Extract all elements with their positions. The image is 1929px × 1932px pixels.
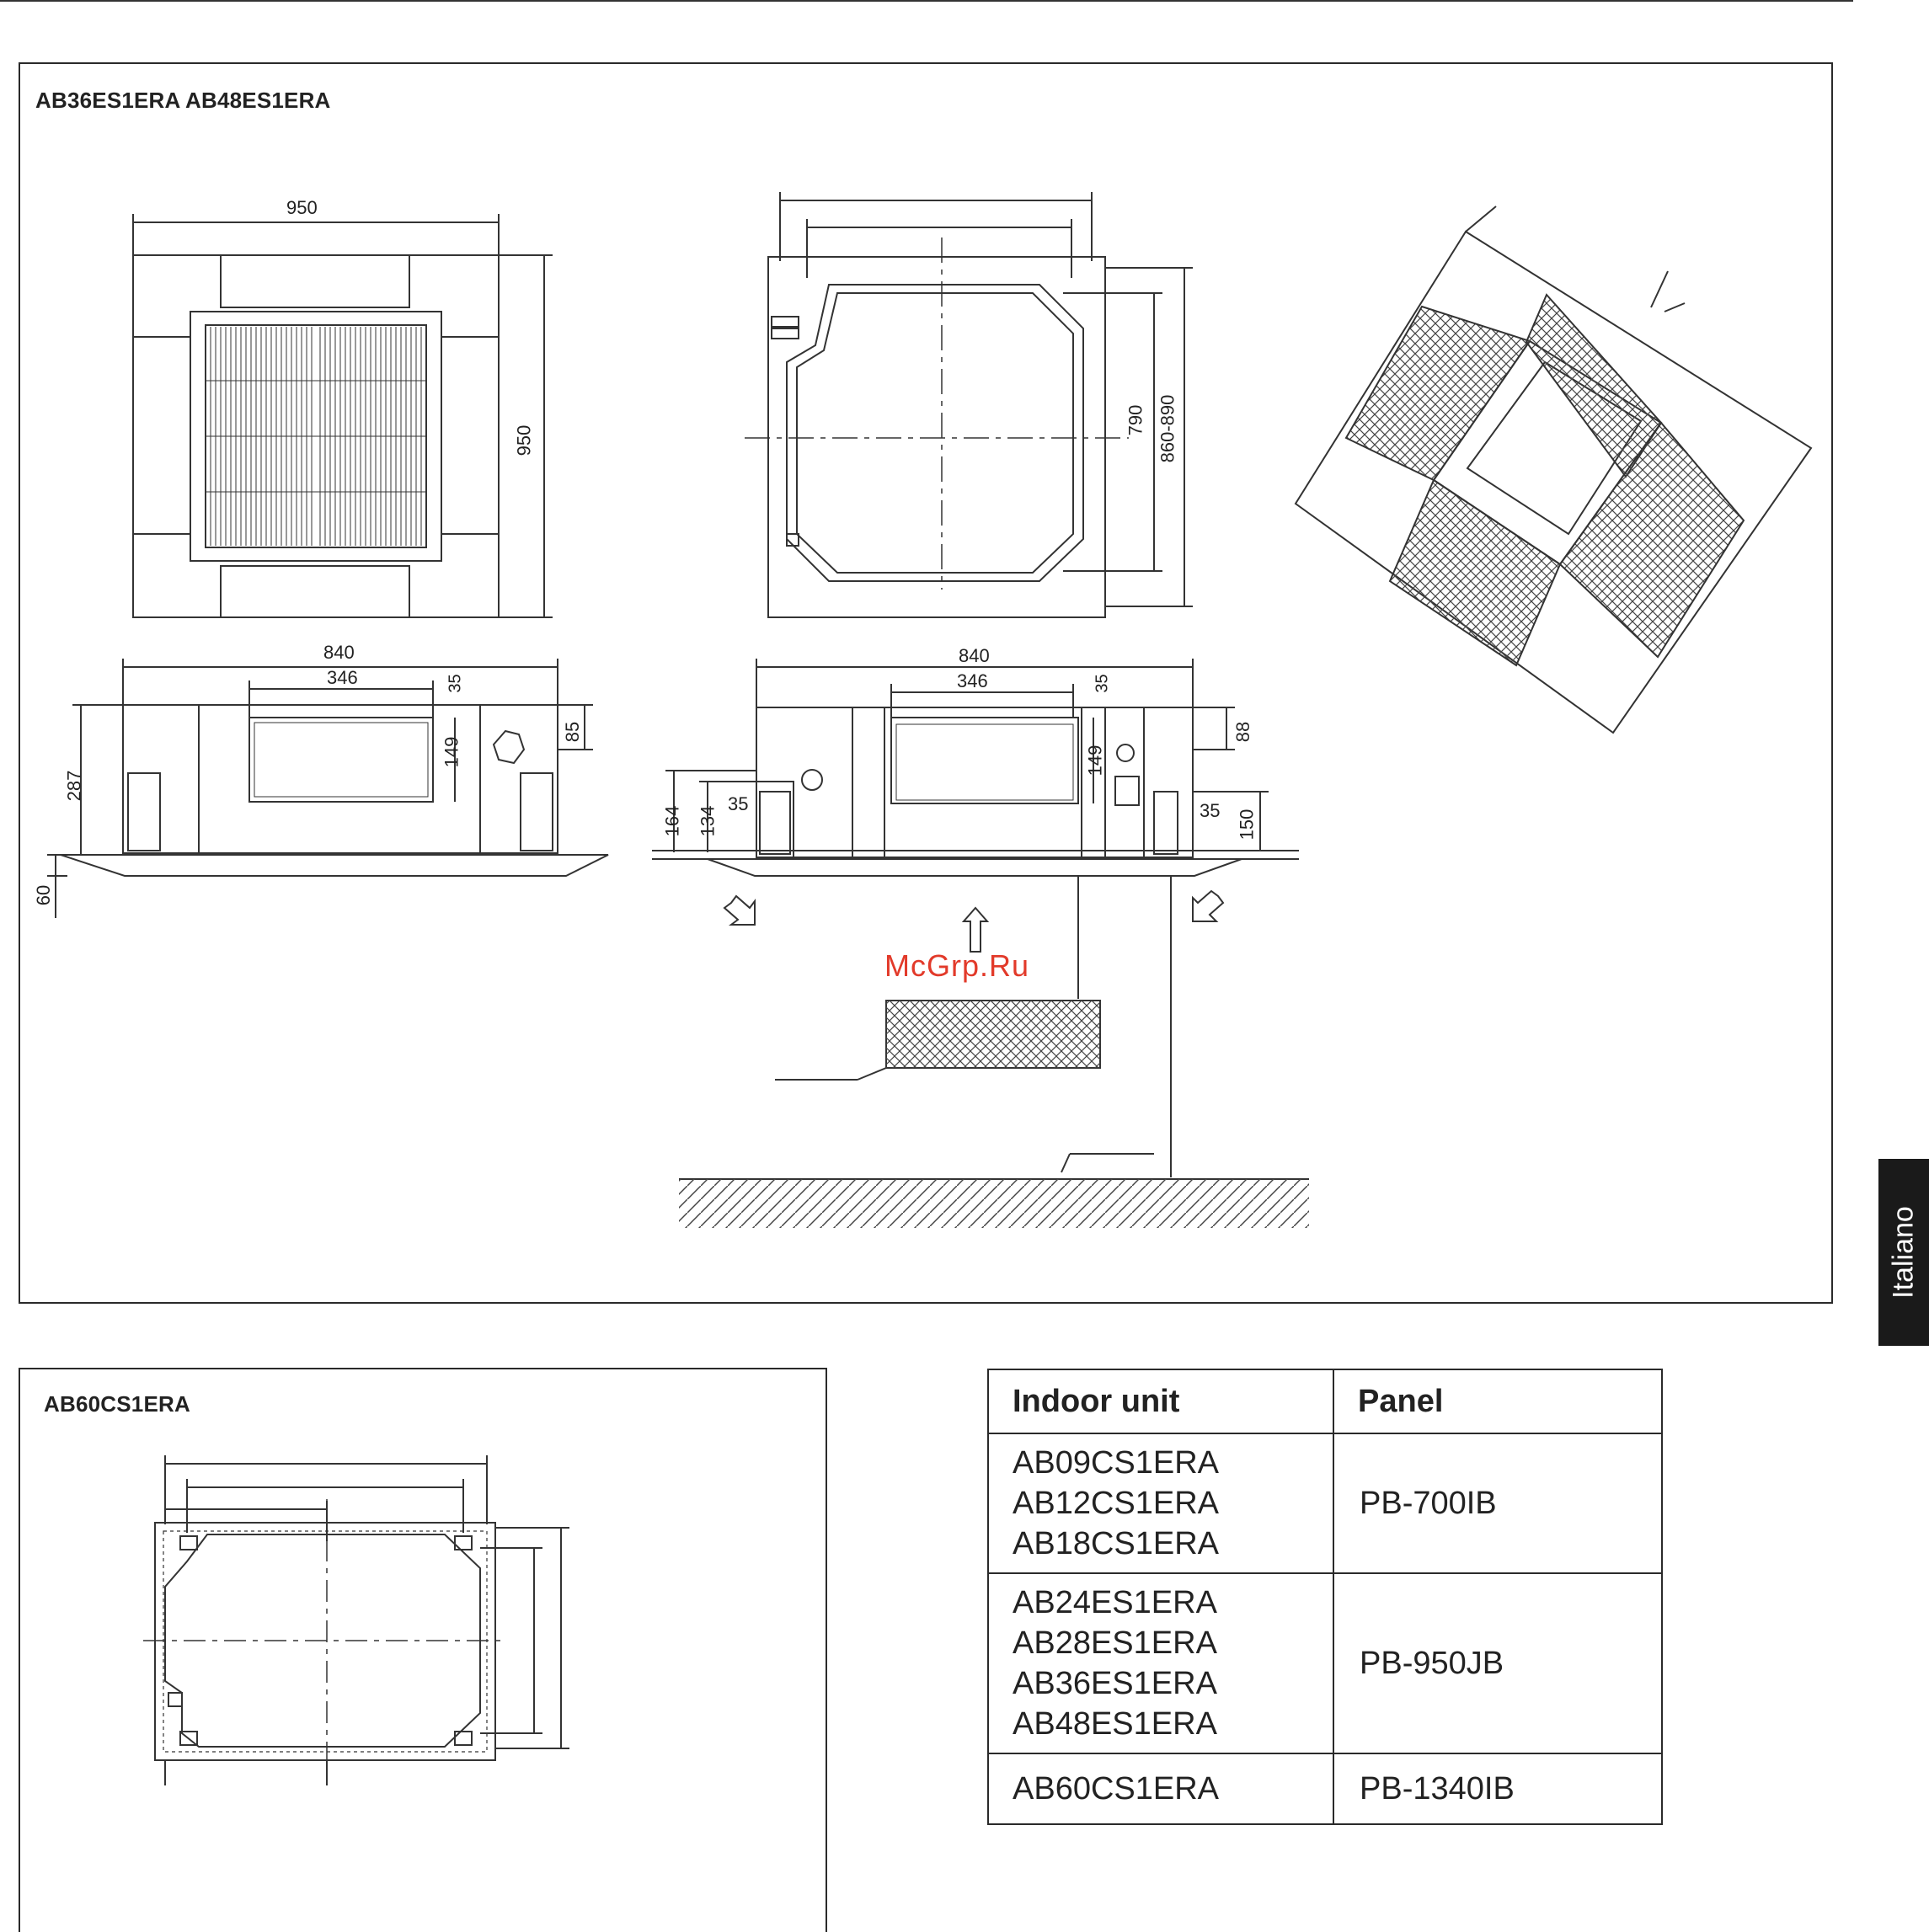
dim-right-h150: 150 (1236, 809, 1258, 841)
dim-top-height: 950 (513, 424, 535, 456)
language-tab-label: Italiano (1887, 1206, 1920, 1299)
table-header-row (988, 1369, 1662, 1433)
dim-ceiling-790: 790 (1125, 404, 1146, 436)
panel-name: PB-700IB (1333, 1433, 1662, 1573)
dim-top-width: 950 (286, 197, 318, 218)
unit-name: AB09CS1ERA (1013, 1445, 1220, 1481)
unit-panel-table (987, 1369, 1663, 1825)
dim-right-side: 88 (1232, 721, 1254, 743)
dim-ceiling-860-890: 860-890 (1157, 394, 1178, 463)
table-row (988, 1573, 1662, 1753)
dim-front-inner-left: 149 (441, 736, 462, 768)
header-panel: Panel (1333, 1369, 1662, 1433)
unit-name: AB60CS1ERA (1013, 1771, 1220, 1807)
unit-name: AB12CS1ERA (1013, 1486, 1220, 1521)
dim-right-width: 840 (959, 645, 990, 666)
dim-front-width-left: 840 (323, 642, 355, 663)
top-section-title: AB36ES1ERA AB48ES1ERA (35, 88, 331, 113)
unit-list (988, 1573, 1333, 1753)
language-tab (1878, 1159, 1929, 1346)
panel-name: PB-1340IB (1333, 1753, 1662, 1824)
dim-front-height-left: 287 (63, 770, 85, 802)
bottom-section-title: AB60CS1ERA (44, 1391, 190, 1417)
dim-right-offset: 35 (1093, 674, 1112, 693)
dim-right-h164: 164 (661, 805, 683, 837)
dim-right-inner: 149 (1084, 745, 1106, 777)
unit-name: AB18CS1ERA (1013, 1526, 1220, 1561)
watermark: McGrp.Ru (884, 948, 1030, 983)
unit-name: AB36ES1ERA (1013, 1666, 1217, 1701)
unit-name: AB48ES1ERA (1013, 1706, 1217, 1742)
panel-name: PB-950JB (1333, 1573, 1662, 1753)
dim-right-d35a: 35 (728, 793, 749, 814)
table-row (988, 1433, 1662, 1573)
unit-name: AB28ES1ERA (1013, 1625, 1217, 1661)
dim-front-opening-left: 346 (327, 667, 358, 688)
table-row (988, 1753, 1662, 1824)
bottom-technical-drawing (0, 1348, 842, 1785)
dim-panel-thickness: 60 (33, 884, 55, 906)
dim-right-opening: 346 (957, 670, 988, 691)
header-indoor-unit: Indoor unit (988, 1369, 1333, 1433)
unit-list (988, 1433, 1333, 1573)
unit-list (988, 1753, 1333, 1824)
dim-right-d35b: 35 (1200, 800, 1221, 821)
dim-front-side-left: 85 (562, 721, 584, 743)
dim-front-offset-left: 35 (446, 674, 465, 693)
dim-right-h134: 134 (697, 805, 719, 837)
unit-name: AB24ES1ERA (1013, 1585, 1217, 1620)
